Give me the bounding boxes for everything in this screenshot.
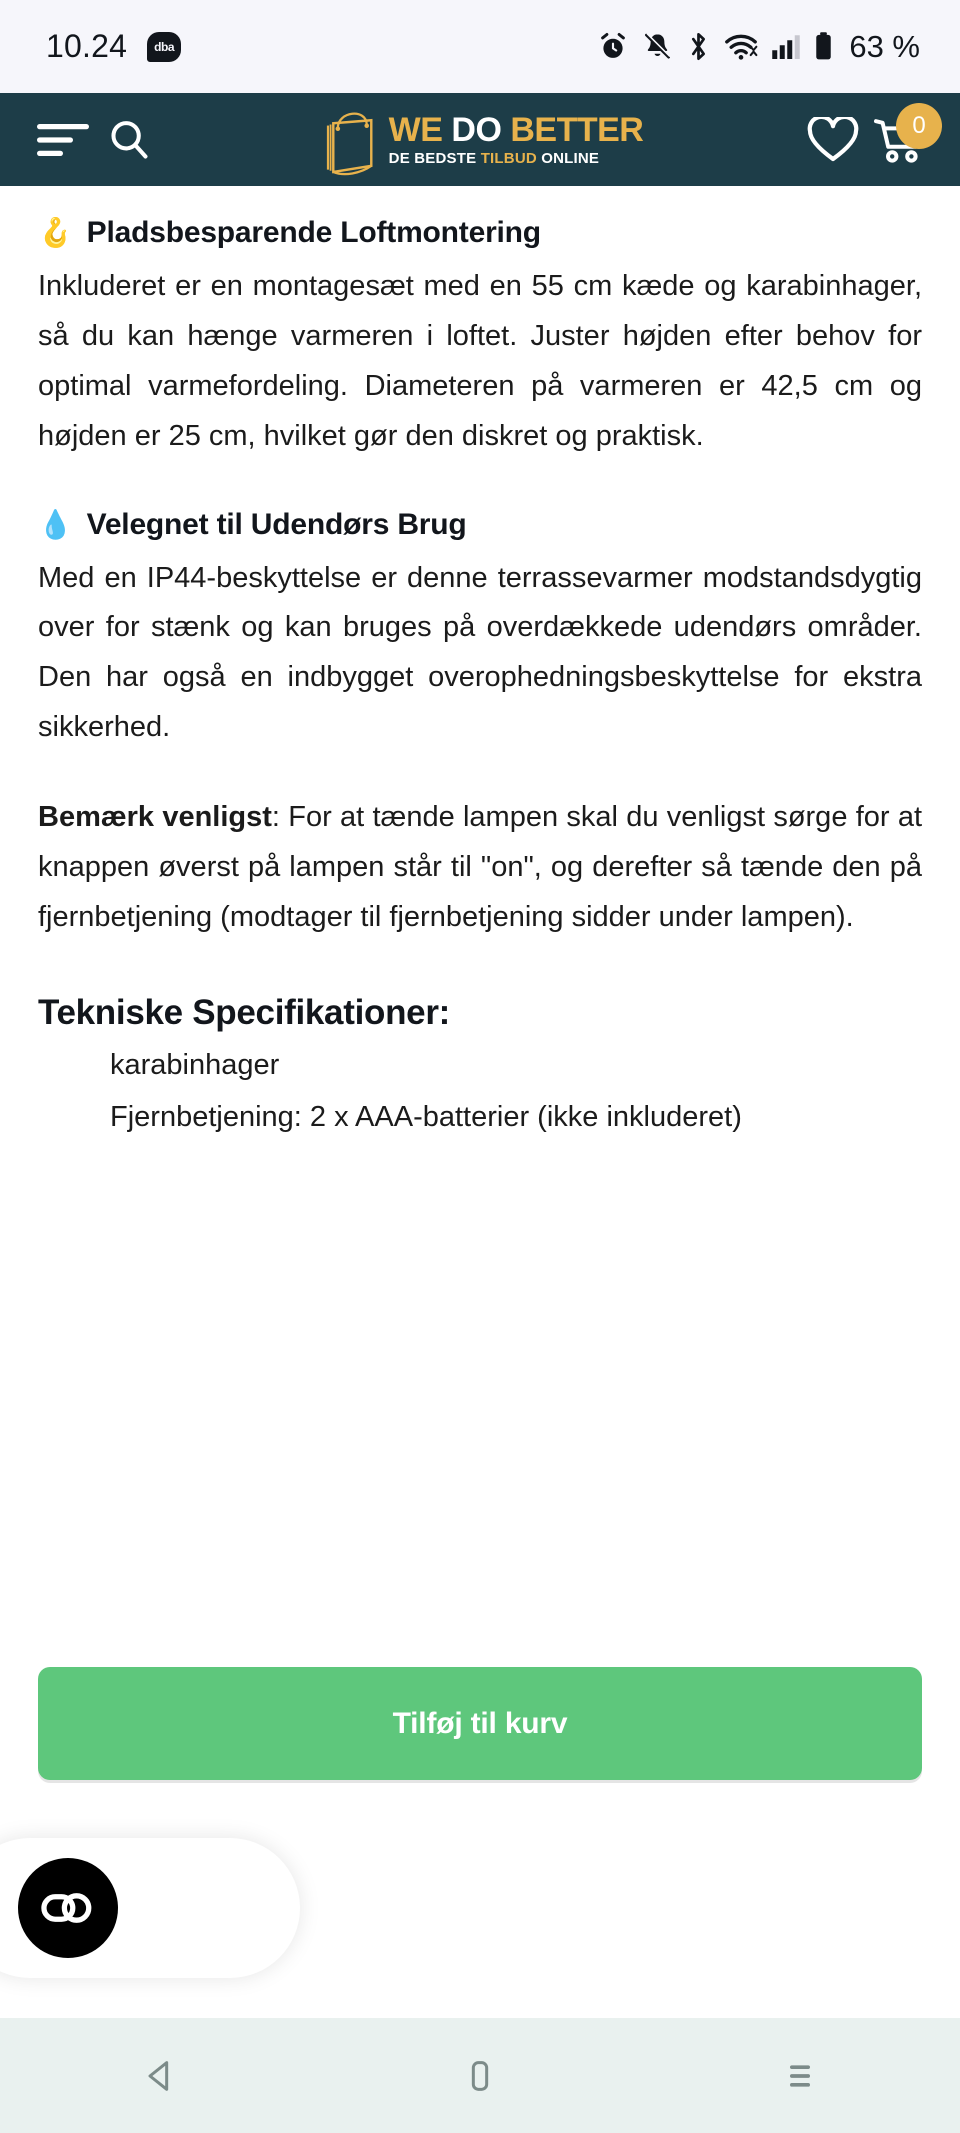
alarm-icon [597,31,629,63]
cart-count-badge: 0 [896,103,942,149]
status-bar-left [46,28,181,65]
logo-word-do: DO [451,111,502,149]
product-description [0,186,960,1374]
search-button[interactable] [96,107,162,173]
section-heading-ceiling-mount [38,216,922,250]
home-navigation-button[interactable] [420,2036,540,2116]
status-bar-right [597,29,920,65]
site-logo[interactable] [162,102,800,178]
back-navigation-button[interactable] [100,2036,220,2116]
logo-tagline [389,151,599,166]
recents-navigation-button[interactable] [740,2036,860,2116]
section-spacer [38,462,922,508]
search-icon [106,117,152,163]
section-paragraph-outdoor-use: Med en IP44-beskyttelse er denne terrassevarmer modstandsdygtig over for stænk og kan bruges på overdækkede udendørs områder. Den har også en indbygget overophedningsbeskyttelse for ekstra sikkerhed. [38,561,922,744]
status-clock: 10.24 [46,28,128,64]
logo-word-we: WE [388,111,443,149]
bell-muted-icon [642,31,673,62]
accessibility-widget-button[interactable] [18,1858,118,1958]
section-heading-outdoor-use-label: Velegnet til Udendørs Brug [86,507,467,541]
sticky-add-to-cart-bar [0,1667,960,1780]
battery-percentage: 63 % [849,28,920,64]
heart-icon [807,117,859,163]
add-to-cart-button[interactable]: Tilføj til kurv [38,1667,922,1780]
status-bar [0,0,960,93]
logo-title [389,113,644,147]
shopping-bag-icon [319,102,381,178]
hamburger-menu-icon [37,120,89,160]
spec-heading: Tekniske Specifikationer: [38,992,451,1032]
recents-navigation-icon [780,2056,820,2096]
spec-spacer [38,943,922,983]
accessibility-toggle-icon [40,1888,96,1928]
battery-icon [814,31,833,62]
wishlist-button[interactable] [800,107,866,173]
note-paragraph [38,793,922,943]
tagline-part-1: DE BEDSTE [388,150,477,167]
cart-button[interactable] [866,107,932,173]
tagline-part-2: TILBUD [480,150,537,167]
spec-list [38,1041,922,1143]
water-droplet-emoji: 💧 [38,508,73,540]
wifi-icon [724,31,758,62]
site-header [0,93,960,186]
dba-notification-icon [147,32,181,62]
note-spacer [38,753,922,793]
spec-list-item: Fjernbetjening: 2 x AAA-batterier (ikke inkluderet) [110,1100,742,1133]
note-label: Bemærk venligst [38,801,272,833]
section-heading-ceiling-mount-label: Pladsbesparende Loftmontering [86,216,541,249]
logo-text [389,113,644,166]
section-paragraph-ceiling-mount: Inkluderet er en montagesæt med en 55 cm kæde og karabinhager, så du kan hænge varmeren i loftet. Juster højden efter behov for optimal varmefordeling. Diameteren på varmeren er 42,5 cm og højden er 25 cm, hvilket gør den diskret og praktisk. [38,270,922,452]
home-navigation-icon [460,2056,500,2096]
section-heading-outdoor-use [38,508,922,542]
tagline-part-3: ONLINE [541,150,600,167]
logo-word-better: BETTER [510,111,644,149]
android-navigation-bar [0,2018,960,2133]
hamburger-menu-button[interactable] [30,107,96,173]
bluetooth-icon [686,31,711,62]
content-bottom-padding [38,1144,922,1374]
back-navigation-icon [140,2056,180,2096]
signal-bars-icon [771,31,801,62]
note-text: : For at tænde lampen skal du venligst sørge for at knappen øverst på lampen står til "on", og derefter så tænde den på fjernbetjening (modtager til fjernbetjening sidder under lampen). [38,801,923,933]
spec-list-item: karabinhager [110,1048,280,1081]
dba-notification-label: dba [154,39,174,54]
hook-emoji: 🪝 [38,217,73,248]
